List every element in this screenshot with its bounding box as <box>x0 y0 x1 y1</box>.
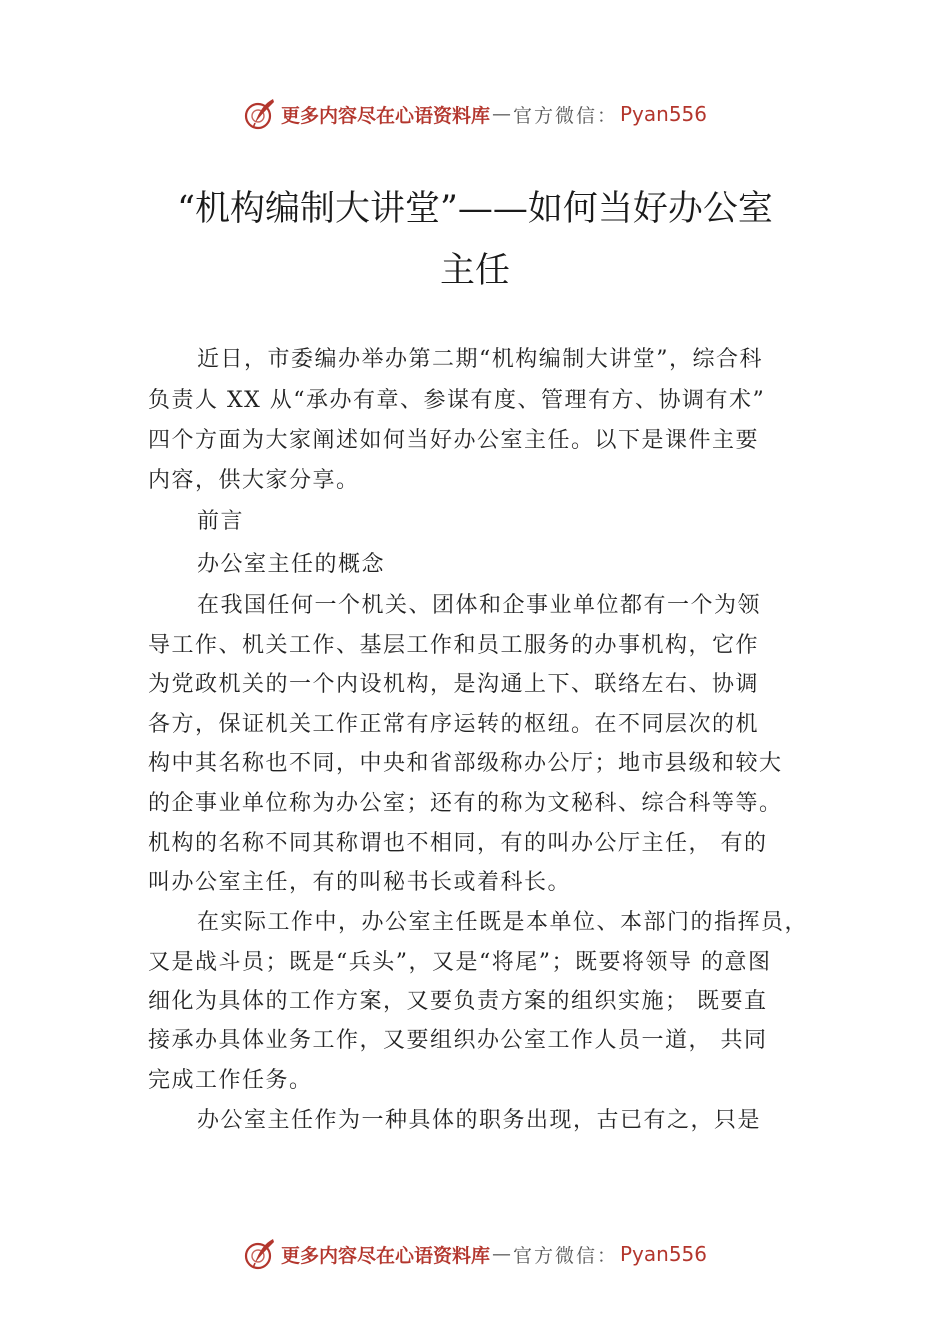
document-title-line-1: “机构编制大讲堂”——如何当好办公室 <box>177 189 773 229</box>
body-line: 又是战斗员；既是“兵头”，又是“将尾”；既要将领导 的意图 <box>148 950 772 975</box>
body-line: 完成工作任务。 <box>148 1068 313 1093</box>
body-line: 四个方面为大家阐述如何当好办公室主任。以下是课件主要 <box>148 428 760 453</box>
body-line: 各方，保证机关工作正常有序运转的枢纽。在不同层次的机 <box>148 712 760 737</box>
body-line: 在实际工作中，办公室主任既是本单位、本部门的指挥员， <box>197 910 809 935</box>
body-line: 为党政机关的一个内设机构，是沟通上下、联络左右、协调 <box>148 672 760 697</box>
section-heading-concept: 办公室主任的概念 <box>197 552 386 577</box>
body-line: 负责人 XX 从“承办有章、参谋有度、管理有方、协调有术” <box>148 388 766 413</box>
watermark-brand: 更多内容尽在心语资料库 <box>280 1244 490 1267</box>
watermark-wechat-id: Pyan556 <box>620 102 708 126</box>
section-heading-preface: 前言 <box>197 509 245 534</box>
body-line: 内容，供大家分享。 <box>148 468 360 493</box>
body-line: 办公室主任作为一种具体的职务出现，古已有之，只是 <box>197 1108 762 1133</box>
watermark-wechat-label: 官方微信： <box>512 1244 618 1267</box>
body-line: 机构的名称不同其称谓也不相同，有的叫办公厅主任， 有的 <box>148 831 768 856</box>
body-line: 导工作、机关工作、基层工作和员工服务的办事机构，它作 <box>148 633 760 658</box>
body-line: 接承办具体业务工作，又要组织办公室工作人员一道， 共同 <box>148 1028 768 1053</box>
watermark-wechat-id: Pyan556 <box>620 1242 708 1266</box>
quill-logo-icon <box>243 97 277 131</box>
footer-watermark <box>0 1232 950 1276</box>
watermark-brand: 更多内容尽在心语资料库 <box>280 104 490 127</box>
watermark-dash: — <box>491 1243 511 1265</box>
body-line: 细化为具体的工作方案，又要负责方案的组织实施； 既要直 <box>148 989 768 1014</box>
watermark-wechat-label: 官方微信： <box>512 104 618 127</box>
body-line: 叫办公室主任，有的叫秘书长或着科长。 <box>148 870 572 895</box>
header-watermark <box>0 92 950 136</box>
watermark-dash: — <box>491 103 511 125</box>
body-line: 近日，市委编办举办第二期“机构编制大讲堂”，综合科 <box>197 347 763 372</box>
body-line: 的企事业单位称为办公室；还有的称为文秘科、综合科等等。 <box>148 791 783 816</box>
body-line: 构中其名称也不同，中央和省部级称办公厅；地市县级和较大 <box>148 751 783 776</box>
quill-logo-icon <box>243 1237 277 1271</box>
document-title-line-2: 主任 <box>439 251 510 291</box>
body-line: 在我国任何一个机关、团体和企事业单位都有一个为领 <box>197 593 762 618</box>
